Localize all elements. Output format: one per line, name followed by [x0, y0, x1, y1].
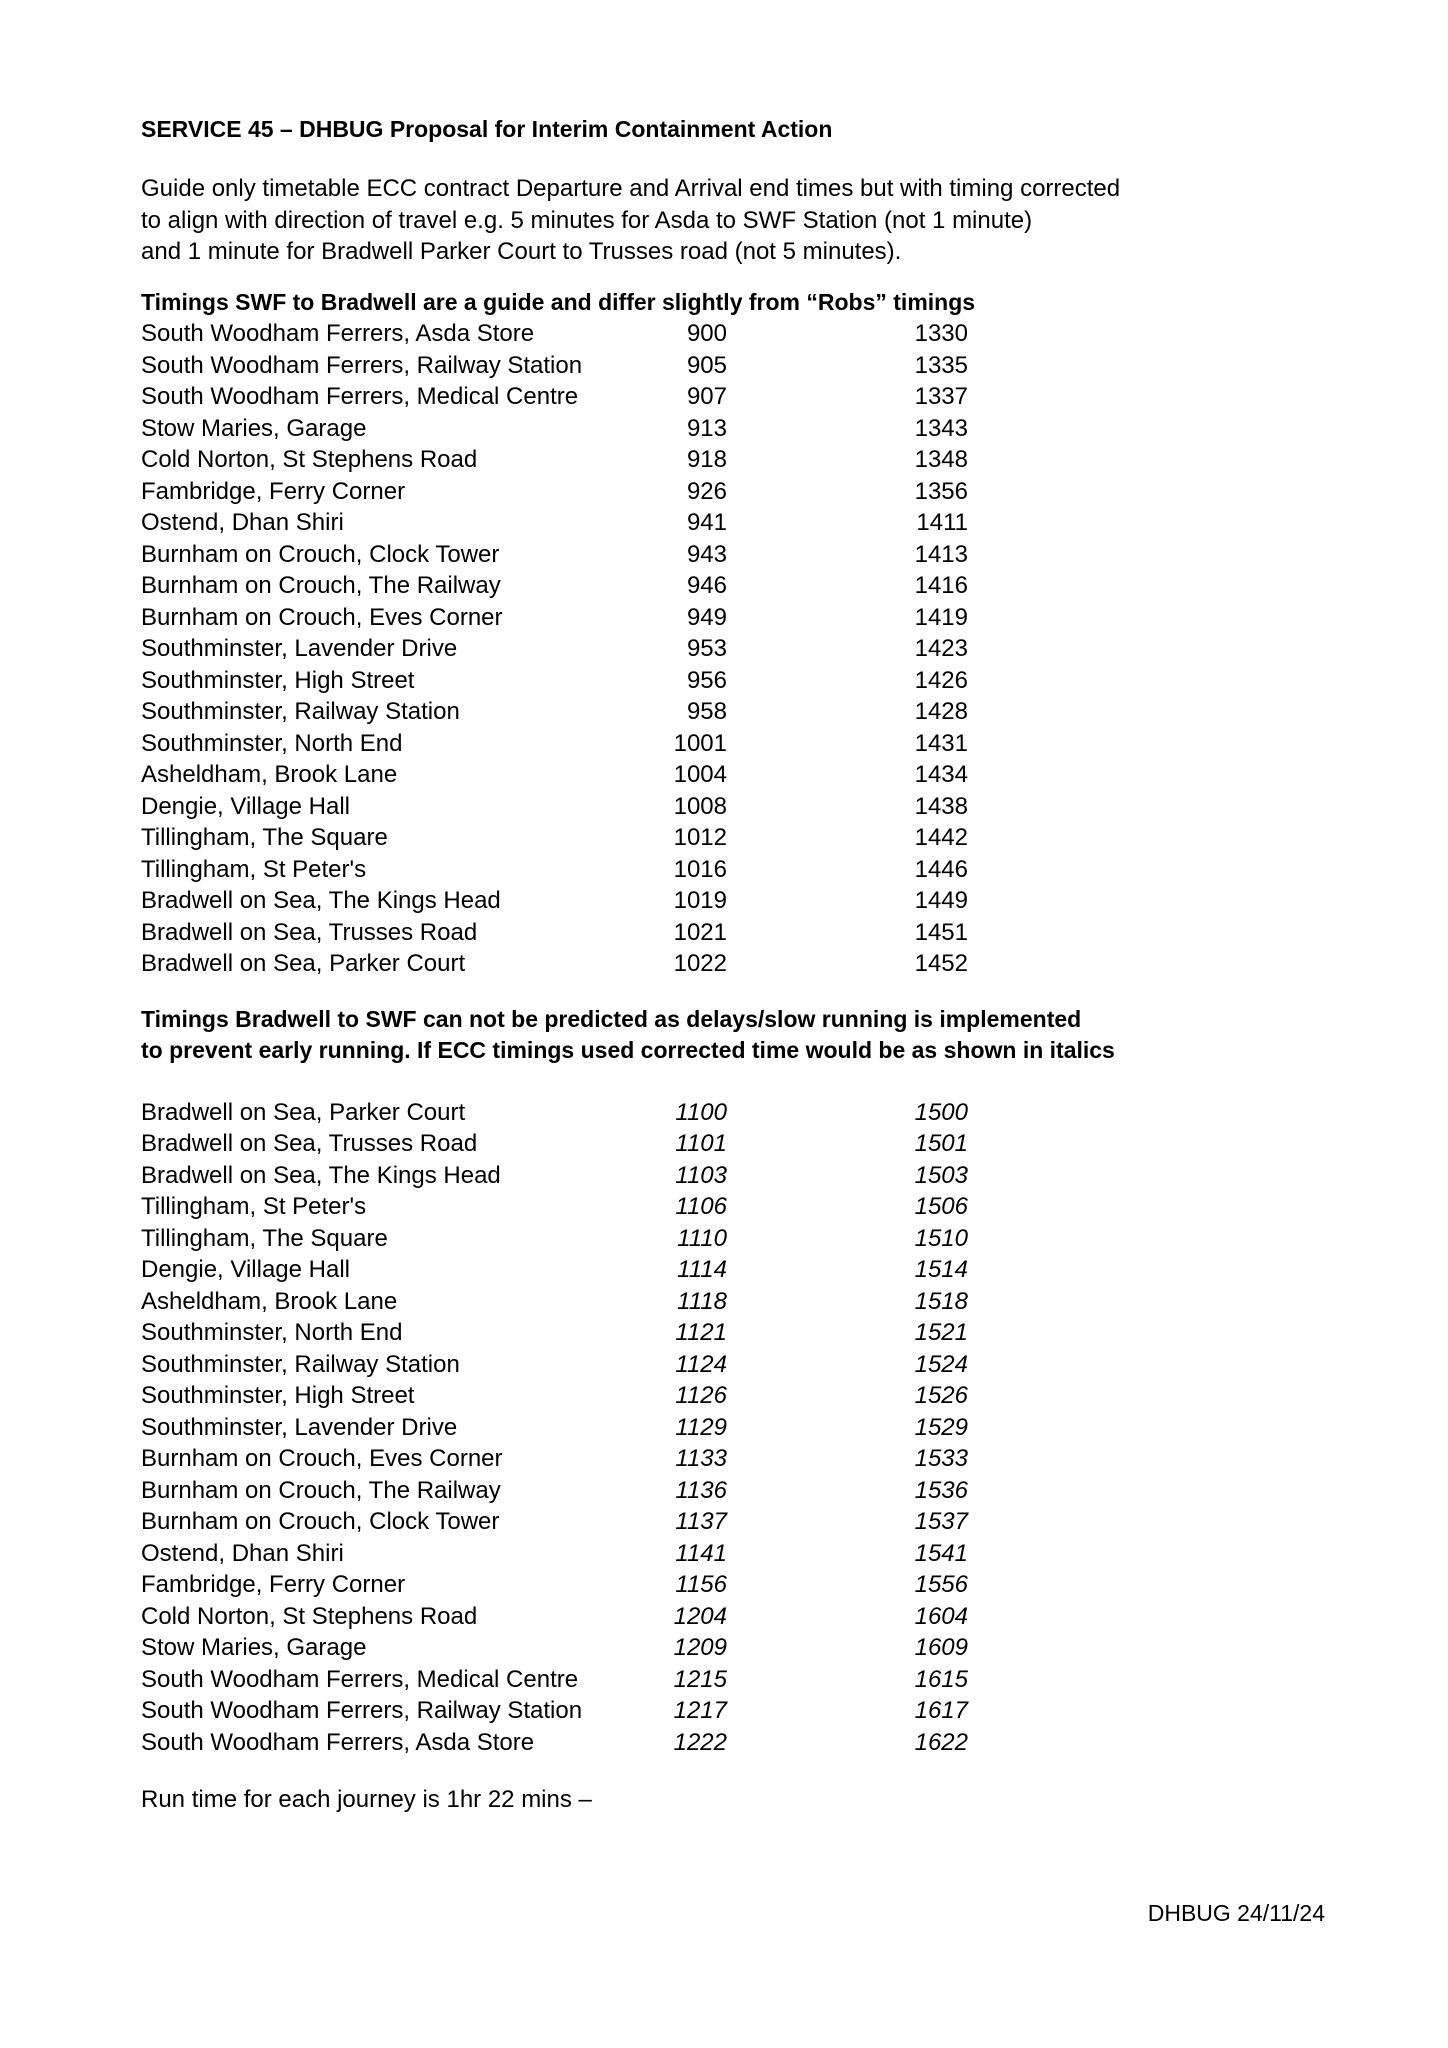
time-second: 1514 — [914, 1256, 968, 1283]
time-first: 1156 — [675, 1571, 727, 1598]
intro-line: Guide only timetable ECC contract Departure and Arrival end times but with timing corrected — [141, 175, 1121, 202]
table-row — [141, 917, 1341, 949]
table-row — [141, 1695, 1341, 1727]
time-second: 1428 — [914, 698, 968, 725]
time-first: 1106 — [675, 1193, 727, 1220]
time-second: 1335 — [914, 351, 968, 379]
time-first: 918 — [686, 446, 727, 473]
table-row — [141, 1475, 1341, 1507]
time-first: 943 — [686, 540, 727, 568]
time-second: 1615 — [914, 1665, 968, 1693]
stop-name: Southminster, Railway Station — [141, 1350, 460, 1378]
time-second: 1411 — [916, 509, 968, 536]
time-first: 956 — [686, 666, 727, 694]
time-first: 1209 — [673, 1634, 727, 1661]
footer-reference: DHBUG 24/11/24 — [1147, 1900, 1325, 1926]
time-second: 1501 — [914, 1130, 968, 1157]
table-row — [141, 1664, 1341, 1696]
time-second: 1609 — [914, 1634, 968, 1661]
time-second: 1518 — [914, 1287, 968, 1315]
stop-name: South Woodham Ferrers, Asda Store — [141, 320, 535, 347]
stop-name: Southminster, North End — [141, 1319, 403, 1346]
table-row — [141, 318, 1341, 350]
table-row — [141, 1569, 1341, 1601]
time-second: 1413 — [914, 540, 968, 568]
stop-name: Bradwell on Sea, Trusses Road — [141, 1130, 478, 1157]
stop-name: Bradwell on Sea, The Kings Head — [141, 1161, 501, 1189]
time-first: 1136 — [675, 1476, 727, 1504]
time-second: 1503 — [914, 1161, 968, 1189]
table-row — [141, 570, 1341, 602]
stop-name: Tillingham, St Peter's — [141, 1193, 367, 1220]
stop-name: Dengie, Village Hall — [141, 1256, 351, 1283]
stop-name: Southminster, Lavender Drive — [141, 635, 458, 662]
table-row — [141, 885, 1341, 917]
section1-heading: Timings SWF to Bradwell are a guide and differ slightly from “Robs” timings — [141, 288, 976, 315]
time-second: 1533 — [914, 1445, 968, 1472]
time-second: 1451 — [914, 918, 968, 946]
table-row — [141, 1223, 1341, 1255]
table-row — [141, 633, 1341, 665]
time-second: 1500 — [914, 1098, 968, 1126]
time-second: 1529 — [914, 1413, 968, 1441]
intro-line: and 1 minute for Bradwell Parker Court to Trusses road (not 5 minutes). — [141, 238, 902, 265]
time-first: 1004 — [673, 761, 727, 788]
time-second: 1438 — [914, 792, 968, 820]
time-second: 1330 — [914, 320, 968, 347]
stop-name: Asheldham, Brook Lane — [141, 1287, 398, 1315]
table-row — [141, 1412, 1341, 1444]
time-first: 1204 — [673, 1602, 727, 1630]
table-row — [141, 602, 1341, 634]
time-first: 1103 — [675, 1161, 727, 1189]
time-second: 1434 — [914, 761, 968, 788]
section2-heading-line: to prevent early running. If ECC timings used corrected time would be as shown in italics — [141, 1037, 1115, 1063]
time-second: 1524 — [914, 1350, 968, 1378]
time-first: 1133 — [675, 1445, 727, 1472]
time-first: 926 — [686, 477, 727, 505]
table-row — [141, 822, 1341, 854]
time-second: 1348 — [914, 446, 968, 473]
stop-name: Cold Norton, St Stephens Road — [141, 1602, 478, 1630]
section2-heading-line: Timings Bradwell to SWF can not be predicted as delays/slow running is implemented — [141, 1005, 1082, 1032]
table-row — [141, 1097, 1341, 1129]
stop-name: Asheldham, Brook Lane — [141, 761, 398, 788]
time-first: 1101 — [675, 1130, 727, 1157]
time-first: 1012 — [673, 824, 727, 851]
stop-name: Southminster, Railway Station — [141, 698, 460, 725]
runtime-note: Run time for each journey is 1hr 22 mins – — [141, 1786, 592, 1813]
table-row — [141, 1727, 1341, 1759]
table-row — [141, 696, 1341, 728]
stop-name: Fambridge, Ferry Corner — [141, 1571, 406, 1598]
time-second: 1416 — [914, 572, 968, 599]
stop-name: Southminster, High Street — [141, 666, 415, 694]
table-row — [141, 539, 1341, 571]
time-first: 1129 — [675, 1413, 727, 1441]
time-second: 1541 — [914, 1539, 968, 1567]
time-second: 1343 — [914, 414, 968, 442]
time-first: 1022 — [673, 950, 727, 977]
table-row — [141, 1160, 1341, 1192]
time-first: 1137 — [675, 1508, 727, 1535]
stop-name: South Woodham Ferrers, Railway Station — [141, 351, 583, 379]
time-first: 958 — [686, 698, 727, 725]
time-second: 1419 — [914, 603, 968, 631]
time-second: 1452 — [914, 950, 968, 977]
stop-name: Stow Maries, Garage — [141, 414, 367, 442]
time-first: 1217 — [673, 1697, 727, 1724]
stop-name: Burnham on Crouch, Eves Corner — [141, 603, 503, 631]
table-row — [141, 854, 1341, 886]
time-first: 1016 — [673, 855, 727, 883]
time-second: 1521 — [914, 1319, 968, 1346]
time-second: 1604 — [914, 1602, 968, 1630]
time-first: 1141 — [675, 1539, 727, 1567]
stop-name: Southminster, Lavender Drive — [141, 1413, 458, 1441]
stop-name: Dengie, Village Hall — [141, 792, 351, 820]
time-first: 1121 — [675, 1319, 727, 1346]
time-first: 1110 — [677, 1224, 727, 1252]
table-row — [141, 1632, 1341, 1664]
time-second: 1622 — [914, 1728, 968, 1756]
table-row — [141, 1349, 1341, 1381]
time-first: 905 — [686, 351, 727, 379]
time-second: 1617 — [914, 1697, 968, 1724]
time-second: 1449 — [914, 887, 968, 914]
intro-line: to align with direction of travel e.g. 5 minutes for Asda to SWF Station (not 1 minute) — [141, 206, 1033, 234]
stop-name: South Woodham Ferrers, Railway Station — [141, 1697, 583, 1724]
time-first: 900 — [686, 320, 727, 347]
time-second: 1506 — [914, 1193, 968, 1220]
time-first: 1114 — [677, 1256, 727, 1283]
stop-name: South Woodham Ferrers, Medical Centre — [141, 1665, 579, 1693]
table-row — [141, 1443, 1341, 1475]
stop-name: Tillingham, St Peter's — [141, 855, 367, 883]
time-first: 913 — [686, 414, 727, 442]
table-row — [141, 350, 1341, 382]
table-row — [141, 476, 1341, 508]
stop-name: Burnham on Crouch, Eves Corner — [141, 1445, 503, 1472]
stop-name: Tillingham, The Square — [141, 1224, 388, 1252]
time-second: 1526 — [914, 1382, 968, 1409]
table-row — [141, 728, 1341, 760]
time-first: 1008 — [673, 792, 727, 820]
table-row — [141, 413, 1341, 445]
stop-name: Burnham on Crouch, Clock Tower — [141, 540, 500, 568]
stop-name: Stow Maries, Garage — [141, 1634, 367, 1661]
table-row — [141, 948, 1341, 980]
table-row — [141, 1317, 1341, 1349]
time-first: 1100 — [675, 1098, 727, 1126]
table-row — [141, 1601, 1341, 1633]
time-first: 1001 — [673, 729, 727, 757]
table-row — [141, 791, 1341, 823]
time-first: 953 — [686, 635, 727, 662]
stop-name: Burnham on Crouch, Clock Tower — [141, 1508, 500, 1535]
document-page — [141, 112, 1341, 1816]
stop-name: Bradwell on Sea, Trusses Road — [141, 918, 478, 946]
time-first: 949 — [686, 603, 727, 631]
time-second: 1442 — [914, 824, 968, 851]
time-second: 1423 — [914, 635, 968, 662]
stop-name: Cold Norton, St Stephens Road — [141, 446, 478, 473]
time-first: 1124 — [675, 1350, 727, 1378]
table-row — [141, 507, 1341, 539]
time-second: 1337 — [914, 383, 968, 410]
timetable-bradwell-to-swf — [141, 1097, 1341, 1759]
stop-name: Bradwell on Sea, The Kings Head — [141, 887, 501, 914]
time-second: 1431 — [914, 729, 968, 757]
section2-heading — [141, 1004, 1341, 1067]
stop-name: Southminster, High Street — [141, 1382, 415, 1409]
stop-name: Ostend, Dhan Shiri — [141, 509, 344, 536]
time-first: 941 — [686, 509, 727, 536]
time-first: 1019 — [673, 887, 727, 914]
stop-name: South Woodham Ferrers, Medical Centre — [141, 383, 579, 410]
time-second: 1537 — [914, 1508, 968, 1535]
time-second: 1426 — [914, 666, 968, 694]
time-first: 1126 — [675, 1382, 727, 1409]
stop-name: Burnham on Crouch, The Railway — [141, 572, 501, 599]
time-second: 1556 — [914, 1571, 968, 1598]
intro-paragraph — [141, 173, 1341, 268]
time-second: 1510 — [914, 1224, 968, 1252]
stop-name: Bradwell on Sea, Parker Court — [141, 1098, 466, 1126]
time-first: 946 — [686, 572, 727, 599]
table-row — [141, 665, 1341, 697]
timetable-swf-to-bradwell — [141, 318, 1341, 980]
stop-name: Tillingham, The Square — [141, 824, 388, 851]
stop-name: Bradwell on Sea, Parker Court — [141, 950, 466, 977]
table-row — [141, 759, 1341, 791]
time-first: 907 — [686, 383, 727, 410]
document-title: SERVICE 45 – DHBUG Proposal for Interim Containment Action — [141, 116, 833, 142]
stop-name: Southminster, North End — [141, 729, 403, 757]
table-row — [141, 1254, 1341, 1286]
table-row — [141, 444, 1341, 476]
time-second: 1536 — [914, 1476, 968, 1504]
stop-name: Fambridge, Ferry Corner — [141, 477, 406, 505]
table-row — [141, 1191, 1341, 1223]
table-row — [141, 1538, 1341, 1570]
table-row — [141, 1128, 1341, 1160]
time-first: 1222 — [673, 1728, 727, 1756]
time-first: 1118 — [677, 1287, 727, 1315]
stop-name: South Woodham Ferrers, Asda Store — [141, 1728, 535, 1756]
time-first: 1021 — [673, 918, 727, 946]
table-row — [141, 1380, 1341, 1412]
table-row — [141, 381, 1341, 413]
time-second: 1356 — [914, 477, 968, 505]
stop-name: Ostend, Dhan Shiri — [141, 1539, 344, 1567]
time-second: 1446 — [914, 855, 968, 883]
stop-name: Burnham on Crouch, The Railway — [141, 1476, 501, 1504]
table-row — [141, 1506, 1341, 1538]
table-row — [141, 1286, 1341, 1318]
time-first: 1215 — [673, 1665, 727, 1693]
